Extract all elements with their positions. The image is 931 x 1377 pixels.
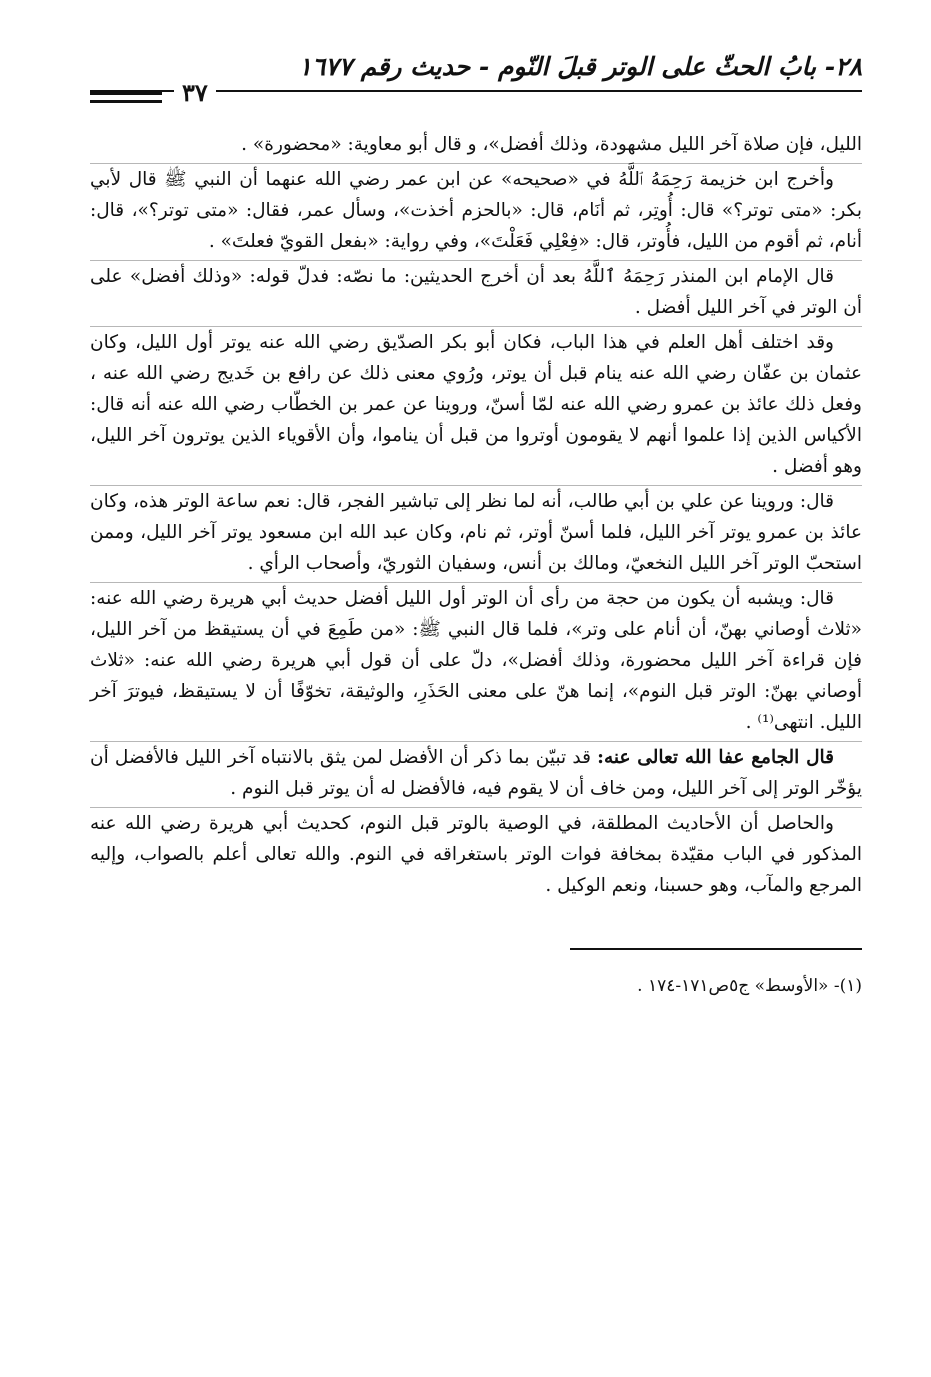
page-number-rule-bottom (90, 100, 162, 103)
book-page (90, 48, 862, 996)
paragraph-5: قال: وروينا عن علي بن أبي طالب، أنه لما نظر إلى تباشير الفجر، قال: نعم ساعة الوتر هذه، وكان عائذ بن عمرو يوتر آخر الليل، فلما أسنّ أوتر، ثم نام، وكان عبد الله ابن مسعود يوتر آخر الليل، وممن استحبّ الوتر آخر الليل النخعيّ، ومالك بن أنس، وسفيان الثوريّ، وأصحاب الرأي . (90, 486, 862, 583)
page-header (90, 48, 862, 107)
compiler-note-lead: قال الجامع عفا الله تعالى عنه: (597, 747, 834, 768)
paragraph-7 (90, 742, 862, 808)
paragraph-1: الليل، فإن صلاة آخر الليل مشهودة، وذلك أفضل»، و قال أبو معاوية: «محضورة» . (90, 129, 862, 164)
chapter-heading: ٢٨- بابُ الحثّ على الوتر قبلَ النّوم - حديث رقم ١٦٧٧ (298, 52, 862, 81)
paragraph-2: وأخرج ابن خزيمة رَحِمَهُ ٱللَّهُ في «صحيحه» عن ابن عمر رضي الله عنهما أن النبي ﷺ قال لأبي بكر: «متى توتر؟» قال: أُوتِر، ثم أنَام، قال: «بالحزم أخذت»، وسأل عمر، فقال: «متى توتر؟»، قال: أنام، ثم أقوم من الليل، فأُوتر، قال: «فِعْلِي فَعَلْتَ»، وفي رواية: «بفعل القويّ فعلتَ» . (90, 164, 862, 261)
paragraph-4: وقد اختلف أهل العلم في هذا الباب، فكان أبو بكر الصدّيق رضي الله عنه يوتر أول الليل، وكان عثمان بن عفّان رضي الله عنه ينام قبل أن يوتر، ورُوي معنى ذلك عن رافع بن خَديج رضي الله عنه ، وفعل ذلك عائذ بن عمرو رضي الله عنه لمّا أسنّ، وروينا عن عمر بن الخطّاب رضي الله عنه أنه قال: الأكياس الذين إذا علموا أنهم لا يقومون أوتروا من قبل أن يناموا، وأن الأقوياء الذين يوترون آخر الليل، وهو أفضل . (90, 327, 862, 486)
page-body (90, 129, 862, 904)
paragraph-8: والحاصل أن الأحاديث المطلقة، في الوصية بالوتر قبل النوم، كحديث أبي هريرة رضي الله عنه المذكور في الباب مقيّدة بمخافة فوات الوتر باستغراقه في النوم. والله تعالى أعلم بالصواب، وإليه المرجع والمآب، وهو حسبنا، ونعم الوكيل . (90, 813, 862, 896)
page-number-rule-top (90, 92, 162, 95)
page-number: ٣٧ (174, 80, 216, 106)
paragraph-3: قال الإمام ابن المنذر رَحِمَهُ ٱللَّهُ بعد أن أخرج الحديثين: ما نصّه: فدلّ قوله: «وذلك أفضل» على أن الوتر في آخر الليل أفضل . (90, 261, 862, 327)
footnote: (١)- «الأوسط» ج٥ص١٧١-١٧٤ . (637, 976, 862, 996)
paragraph-6: قال: ويشبه أن يكون من حجة من رأى أن الوتر أول الليل أفضل حديث أبي هريرة رضي الله عنه: «ثلاث أوصاني بهنّ، أن أنام على وتر»، فلما قال النبي ﷺ: «من طَمِعَ في أن يستيقظ من آخر الليل، فإن قراءة آخر الليل محضورة، وذلك أفضل»، دلّ على أن قول أبي هريرة رضي الله عنه: «ثلاث أوصاني بهنّ: الوتر قبل النوم»، إنما هنّ على معنى الحَذَرِ، والوثيقة، تخوّفًا أن لا يستيقظ، فيوترَ آخر الليل. انتهى⁽¹⁾ . (90, 583, 862, 742)
compiler-note-text: قد تبيّن بما ذكر أن الأفضل لمن يثق بالانتباه آخر الليل فالأفضل أن يؤخّر الوتر إلى آخر الليل، ومن خاف أن لا يقوم فيه، فالأفضل له أن يوتر قبل النوم . (90, 747, 862, 799)
footnote-separator (570, 948, 862, 950)
